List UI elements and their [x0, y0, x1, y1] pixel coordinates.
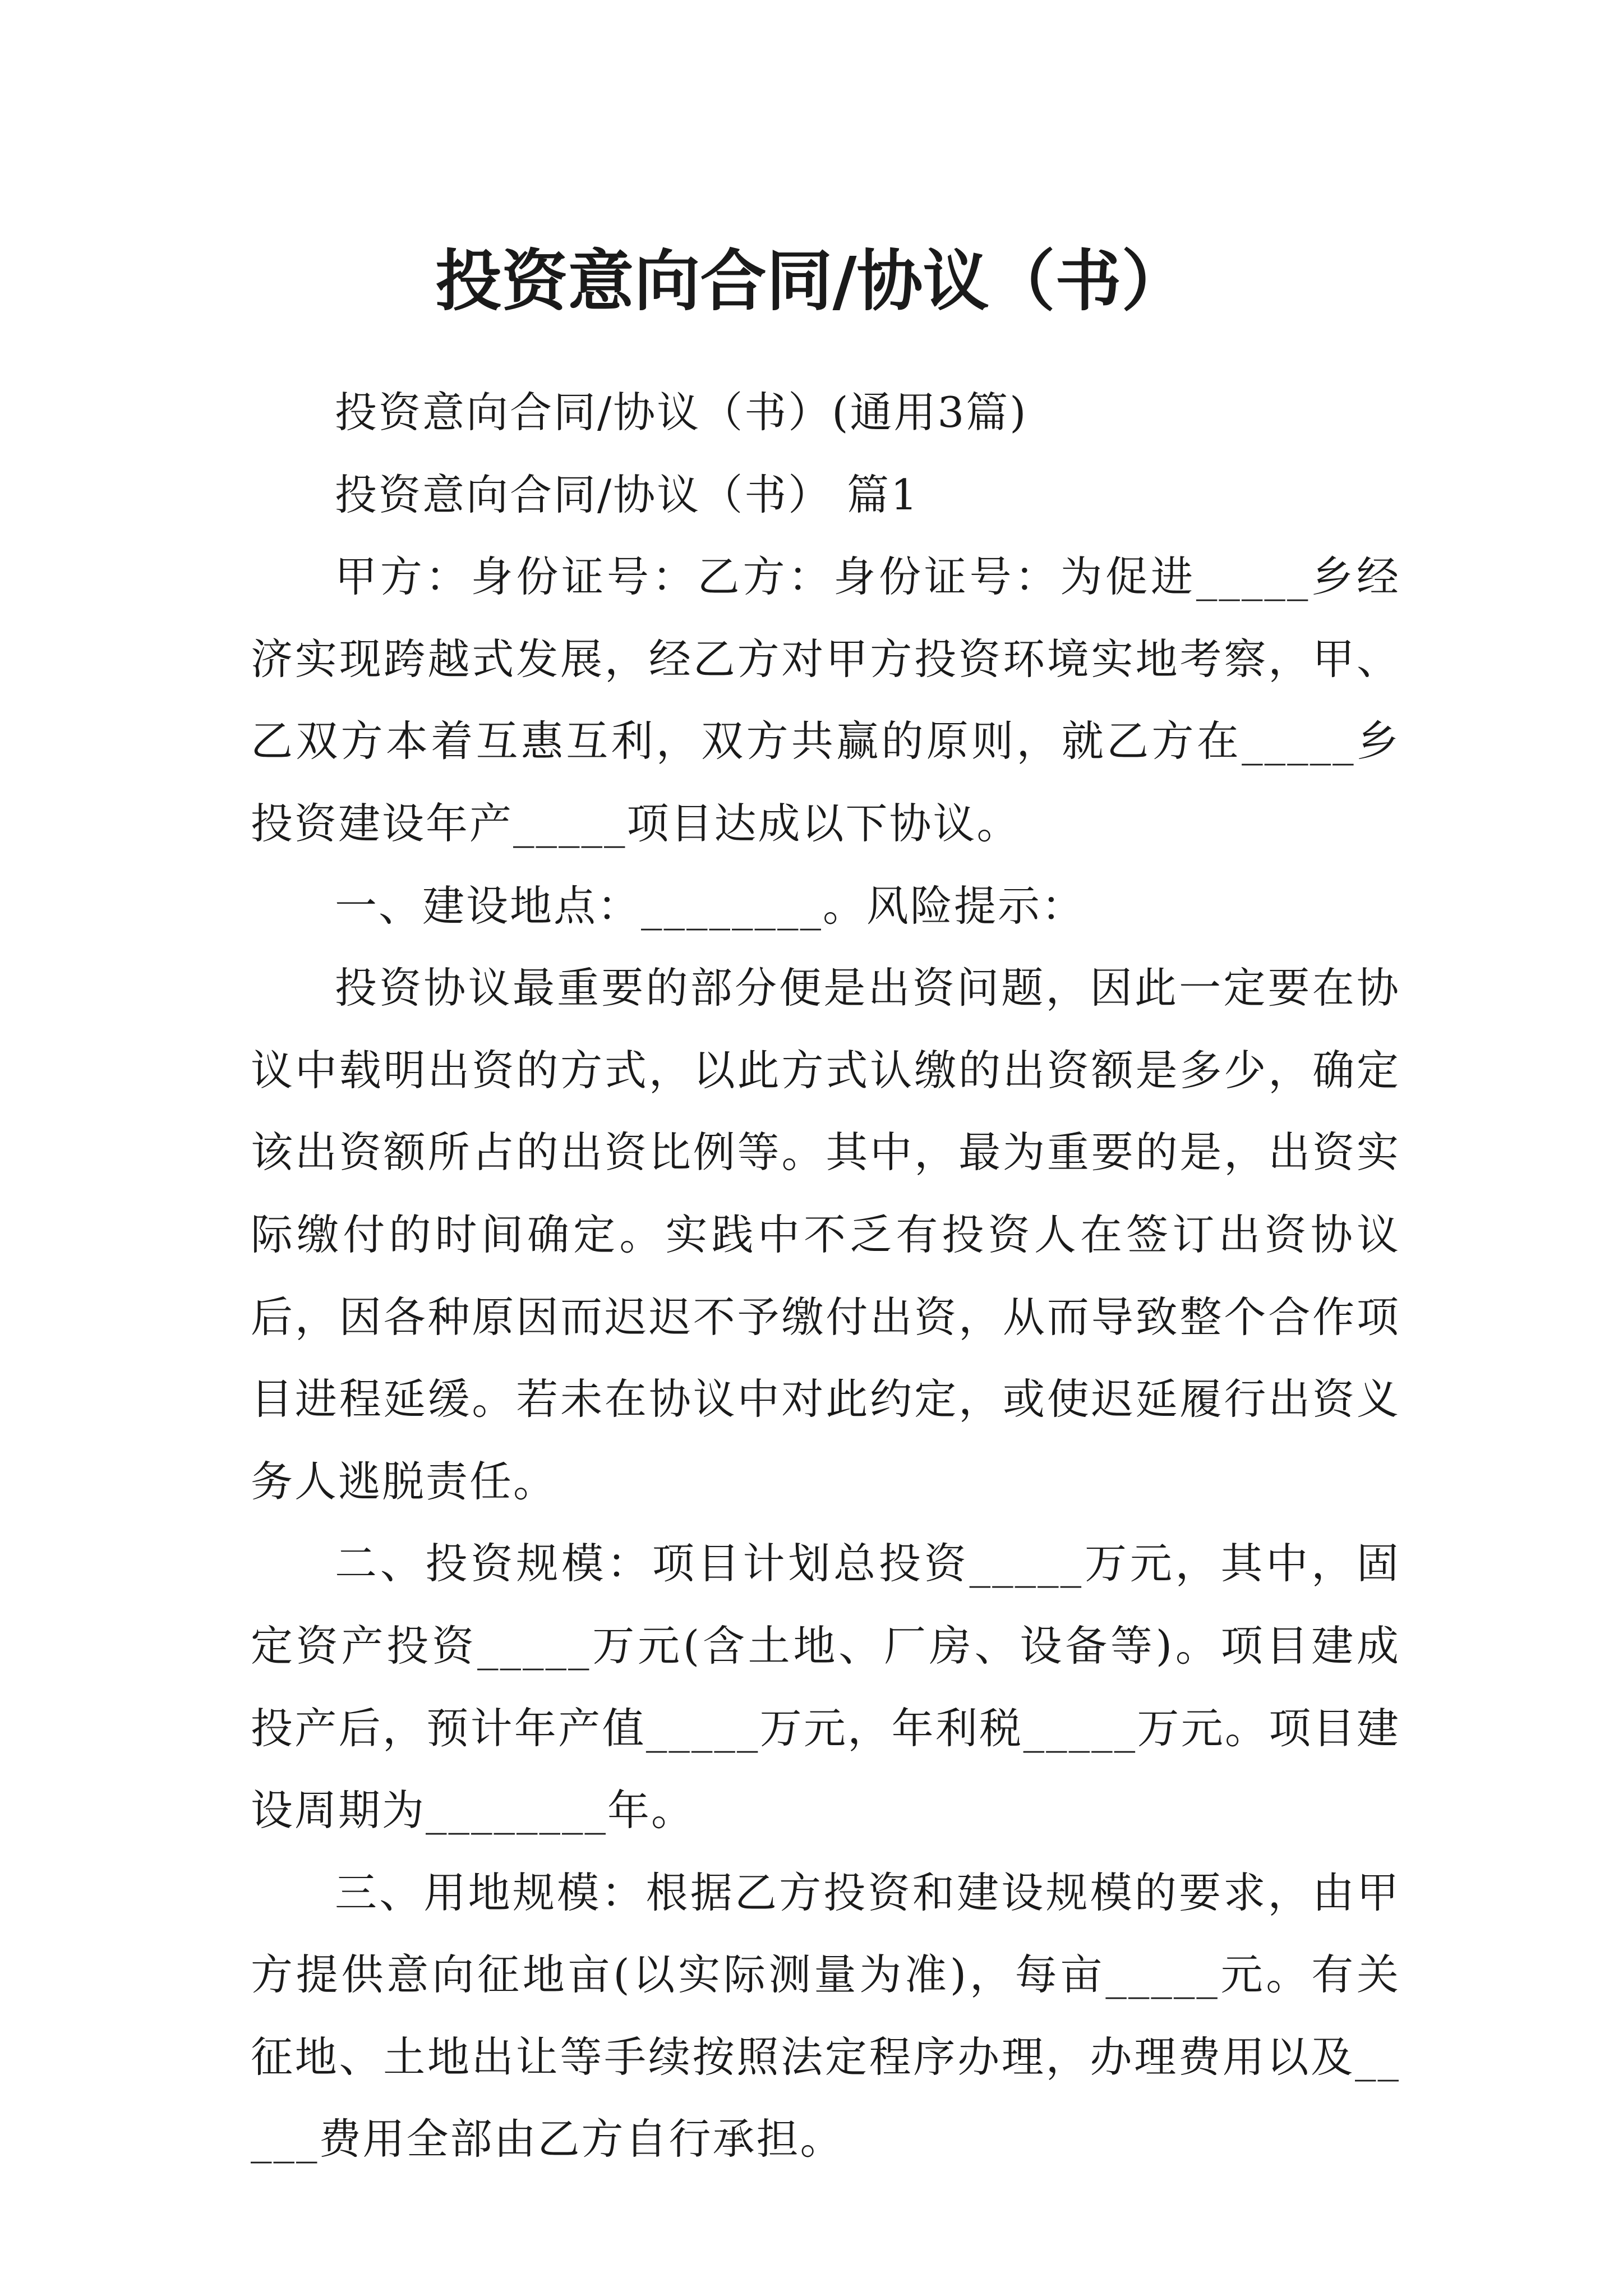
paragraph-land-scale: 三、用地规模：根据乙方投资和建设规模的要求，由甲方提供意向征地亩(以实际测量为准)，每亩_____元。有关征地、土地出让等手续按照法定程序办理，办理费用以及_____费用全部由乙方自行承担。 — [251, 1867, 1400, 2164]
document-title: 投资意向合同/协议（书） — [435, 242, 1188, 320]
paragraph-investment-scale: 二、投资规模：项目计划总投资_____万元，其中，固定资产投资_____万元(含土地、厂房、设备等)。项目建成投产后，预计年产值_____万元，年利税_____万元。项目建设周期为________年。 — [251, 1539, 1400, 1835]
paragraph-section-heading: 投资意向合同/协议（书） 篇1 — [335, 470, 919, 519]
paragraph-location: 一、建设地点：________。风险提示： — [335, 881, 1086, 931]
paragraph-subtitle: 投资意向合同/协议（书）(通用3篇) — [335, 388, 1028, 437]
paragraph-parties: 甲方：身份证号：乙方：身份证号：为促进_____乡经济实现跨越式发展，经乙方对甲方投资环境实地考察，甲、乙双方本着互惠互利，双方共赢的原则，就乙方在_____乡投资建设年产_____项目达成以下协议。 — [251, 552, 1400, 848]
document-body — [251, 371, 1400, 2180]
paragraph-risk-note: 投资协议最重要的部分便是出资问题，因此一定要在协议中载明出资的方式，以此方式认缴的出资额是多少，确定该出资额所占的出资比例等。其中，最为重要的是，出资实际缴付的时间确定。实践中不乏有投资人在签订出资协议后，因各种原因而迟迟不予缴付出资，从而导致整个合作项目进程延缓。若未在协议中对此约定，或使迟延履行出资义务人逃脱责任。 — [251, 963, 1400, 1506]
